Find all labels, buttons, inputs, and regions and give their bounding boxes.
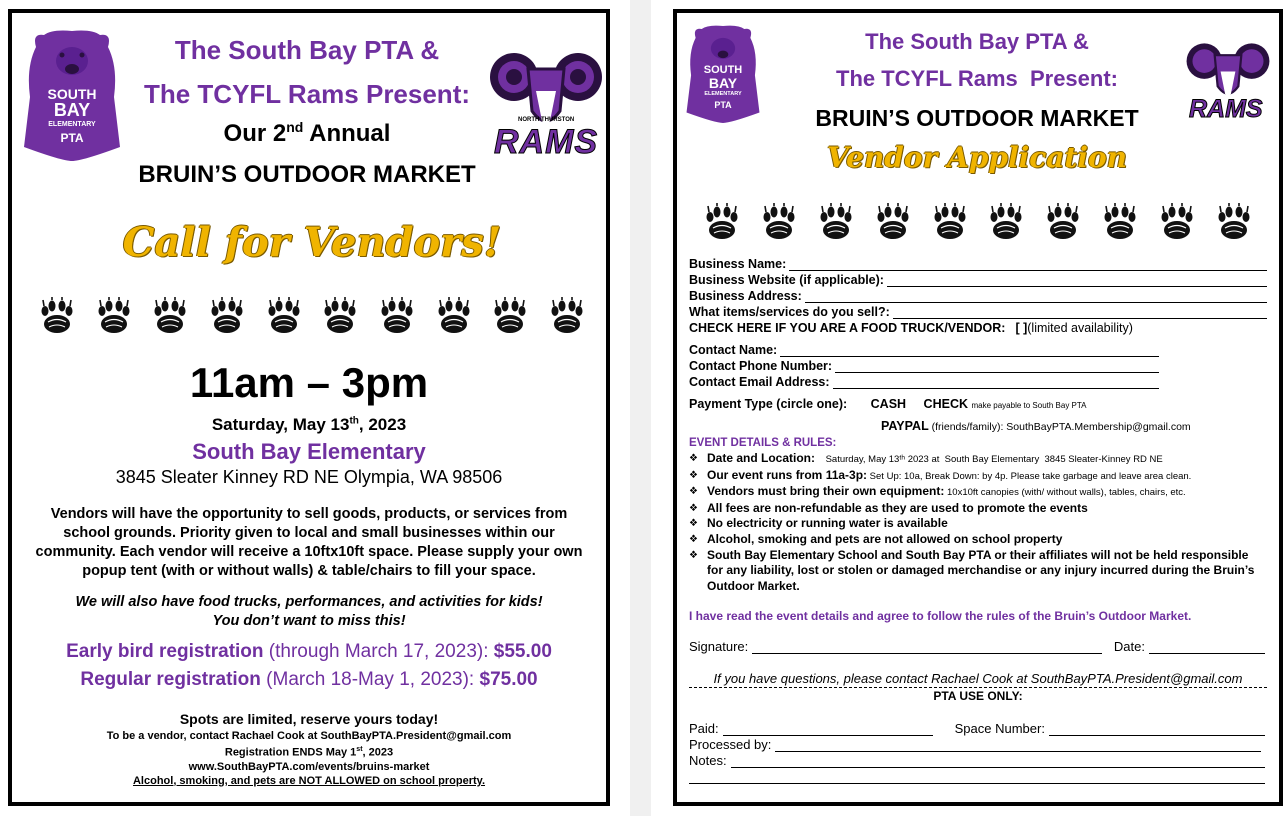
contact-email-field[interactable] [689,375,1159,389]
app-market-name: BRUIN’S OUTDOOR MARKET [815,105,1139,131]
payment-check[interactable]: CHECK [923,397,968,411]
payment-row [689,397,1087,411]
flyer-footer [12,729,606,788]
paw-icon [153,297,187,335]
flyer-extras [12,593,606,631]
ends-prefix: Registration ENDS May 1 [224,746,357,759]
early-dates: (through March 17, 2023): [263,641,494,662]
early-price: $55.00 [493,641,552,662]
flyer-title-line1: The South Bay PTA & [174,35,440,65]
business-address-label: Business Address: [689,289,802,303]
pta-use-only: PTA USE ONLY: [933,689,1023,703]
paw-icon [933,203,967,241]
food-truck-checkbox[interactable]: [ ] [1015,321,1028,335]
rule-item [689,484,1265,501]
notes-extra-line[interactable] [689,783,1265,784]
paw-icon [267,297,301,335]
ram-small-word: RAMS [1189,95,1263,123]
flyer-market-name: BRUIN’S OUTDOOR MARKET [138,161,476,188]
paw-icon [97,297,131,335]
items-label: What items/services do you sell?: [689,305,890,319]
bear-small-south: SOUTH [703,64,743,76]
call-for-vendors: Call for Vendors! [122,219,502,266]
app-title-line2: The TCYFL Rams Present: [836,66,1118,91]
rule-item [689,451,1265,468]
app-title-line1: The South Bay PTA & [865,29,1089,54]
business-name-input[interactable] [789,259,1267,271]
paw-icon [1160,203,1194,241]
bear-logo-pta: PTA [60,131,84,145]
notes-row [689,753,1265,768]
processed-row [689,737,1261,752]
paw-icon [1046,203,1080,241]
ram-logo-top: NORTH THURSTON [518,117,575,123]
application-frame [673,9,1283,806]
contact-email-label: Contact Email Address: [689,375,830,389]
rule-item [689,532,1265,548]
paw-icon [762,203,796,241]
notes-input[interactable] [731,755,1265,768]
business-name-field[interactable] [689,257,1267,271]
food-truck-label: CHECK HERE IF YOU ARE A FOOD TRUCK/VENDOR: [689,321,1006,335]
ram-logo [488,39,604,169]
business-website-field[interactable] [689,273,1267,287]
paypal-note: (friends/family): SouthBayPTA.Membership@gmail.com [928,421,1191,433]
bear-small-elementary: ELEMENTARY [704,91,742,97]
event-school: South Bay Elementary [192,439,426,464]
paw-icon [493,297,527,335]
contact-phone-label: Contact Phone Number: [689,359,833,373]
contact-email-input[interactable] [833,377,1159,389]
date-sup: th [349,415,359,427]
rules-header: EVENT DETAILS & RULES: [689,437,837,449]
event-time: 11am – 3pm [189,359,429,406]
flyer-description: Vendors will have the opportunity to sell goods, products, or services from school grounds. Priority given to local and small businesses within our community. Each vendor will receive a 10ftx10ft space. Please supply your own popup tent (with or without walls) & table/chairs to fill your space. [35,506,583,579]
space-number-input[interactable] [1049,723,1265,736]
paw-icon [989,203,1023,241]
flyer-website: www.SouthBayPTA.com/events/bruins-market [188,760,430,773]
date-label: Date: [1113,639,1145,654]
rule-5-bold: Alcohol, smoking and pets are not allowed on school property [707,531,1063,546]
items-field[interactable] [689,305,1267,319]
notes-label: Notes: [689,753,727,768]
agreement-text: I have read the event details and agree to follow the rules of the Bruin’s Outdoor Market. [689,609,1192,623]
rules-list [689,451,1265,594]
rule-3-bold: All fees are non-refundable as they are used to promote the events [707,500,1088,515]
flyer-page [0,0,630,816]
paw-icon [1103,203,1137,241]
payment-cash[interactable]: CASH [870,397,907,411]
event-address: 3845 Sleater Kinney RD NE Olympia, WA 98506 [115,467,503,487]
bear-small-pta: PTA [714,99,732,110]
application-page [651,0,1283,816]
paw-icon [210,297,244,335]
ram-logo-small [1185,33,1271,129]
contact-phone-input[interactable] [835,361,1159,373]
business-address-input[interactable] [805,291,1267,303]
business-address-field[interactable] [689,289,1267,303]
rule-4-bold: No electricity or running water is available [707,516,948,531]
early-label: Early bird registration [66,641,264,662]
rule-1-text: Set Up: 10a, Break Down: by 4p. Please take garbage and leave area clean. [867,470,1192,482]
paw-icon [40,297,74,335]
processed-by-input[interactable] [775,739,1261,752]
payment-label: Payment Type (circle one): [689,397,848,411]
flyer-frame [8,9,610,806]
annual-suffix: Annual [303,120,391,147]
food-truck-note: (limited availability) [1027,321,1133,335]
signature-row [689,639,1265,654]
date-prefix: Saturday, May 13 [211,415,350,434]
contact-name-input[interactable] [780,345,1159,357]
business-website-label: Business Website (if applicable): [689,273,884,287]
paw-icon [876,203,910,241]
paw-icon [437,297,471,335]
ends-sup: st [356,746,363,753]
early-bird-line [12,641,606,663]
rule-item [689,548,1265,595]
regular-price: $75.00 [479,669,538,690]
processed-by-label: Processed by: [689,737,772,752]
space-number-label: Space Number: [954,721,1045,736]
signature-input[interactable] [752,641,1102,654]
paid-input[interactable] [723,723,933,736]
bear-logo-small [685,23,761,123]
extras-line1: We will also have food trucks, performances, and activities for kids! [75,594,543,610]
signature-label: Signature: [689,639,749,654]
paw-icon [380,297,414,335]
contact-phone-field[interactable] [689,359,1159,373]
flyer-paw-row [40,297,584,335]
contact-name-label: Contact Name: [689,343,778,357]
business-website-input[interactable] [887,275,1267,287]
rule-0-text: Saturday, May 13ᵗʰ 2023 at South Bay Elementary 3845 Sleater-Kinney RD NE [815,454,1163,465]
paid-label: Paid: [689,721,719,736]
event-date [12,415,606,435]
ends-suffix: , 2023 [362,746,394,759]
paw-icon [819,203,853,241]
extras-line2: You don’t want to miss this! [212,613,406,629]
app-subtitle: Vendor Application [826,141,1128,174]
rule-6-bold: South Bay Elementary School and South Bay PTA or their affiliates will not be held responsible for any liability, lost or stolen or damaged merchandise or any injury incurred during the Bruin’s Outdoor Market. [707,547,1255,593]
spots-limited: Spots are limited, reserve yours today! [179,711,439,727]
bear-logo-bay: BAY [53,100,91,120]
flyer-annual [112,119,502,148]
ram-logo-word: RAMS [494,123,599,161]
rule-item [689,468,1265,485]
rule-2-text: 10x10ft canopies (with/ without walls), tables, chairs, etc. [944,487,1186,499]
annual-sup: nd [286,119,304,135]
date-input[interactable] [1149,641,1265,654]
date-suffix: , 2023 [358,415,407,434]
paw-icon [1217,203,1251,241]
paw-icon [705,203,739,241]
rule-item [689,516,1265,532]
food-truck-field[interactable] [689,321,1267,335]
payment-check-note: make payable to South Bay PTA [971,401,1087,410]
regular-label: Regular registration [80,669,261,690]
flyer-policy: Alcohol, smoking, and pets are NOT ALLOWED on school property. [132,774,486,787]
paw-icon [550,297,584,335]
registration-ends [12,743,606,760]
paw-icon [323,297,357,335]
rule-1-bold: Our event runs from 11a-3p: [707,467,868,482]
bear-logo-south: SOUTH [47,86,97,102]
items-input[interactable] [893,307,1267,319]
rule-0-bold: Date and Location: [707,451,816,465]
regular-line [12,669,606,691]
regular-dates: (March 18-May 1, 2023): [260,669,480,690]
payment-paypal[interactable]: PAYPAL [881,419,929,433]
questions-text: If you have questions, please contact Rachael Cook at SouthBayPTA.President@gmail.com [689,671,1267,688]
rule-2-bold: Vendors must bring their own equipment: [707,484,945,499]
business-name-label: Business Name: [689,257,787,271]
annual-prefix: Our 2 [223,120,287,147]
bear-logo-elementary: ELEMENTARY [48,121,96,128]
contact-name-field[interactable] [689,343,1159,357]
rule-item [689,501,1265,517]
bear-small-bay: BAY [708,75,738,91]
paypal-row [881,419,1191,433]
bear-logo [22,27,122,161]
flyer-title-line2: The TCYFL Rams Present: [143,79,471,109]
paid-row [689,721,1265,736]
flyer-contact: To be a vendor, contact Rachael Cook at SouthBayPTA.President@gmail.com [106,730,512,742]
app-paw-row [705,203,1251,241]
